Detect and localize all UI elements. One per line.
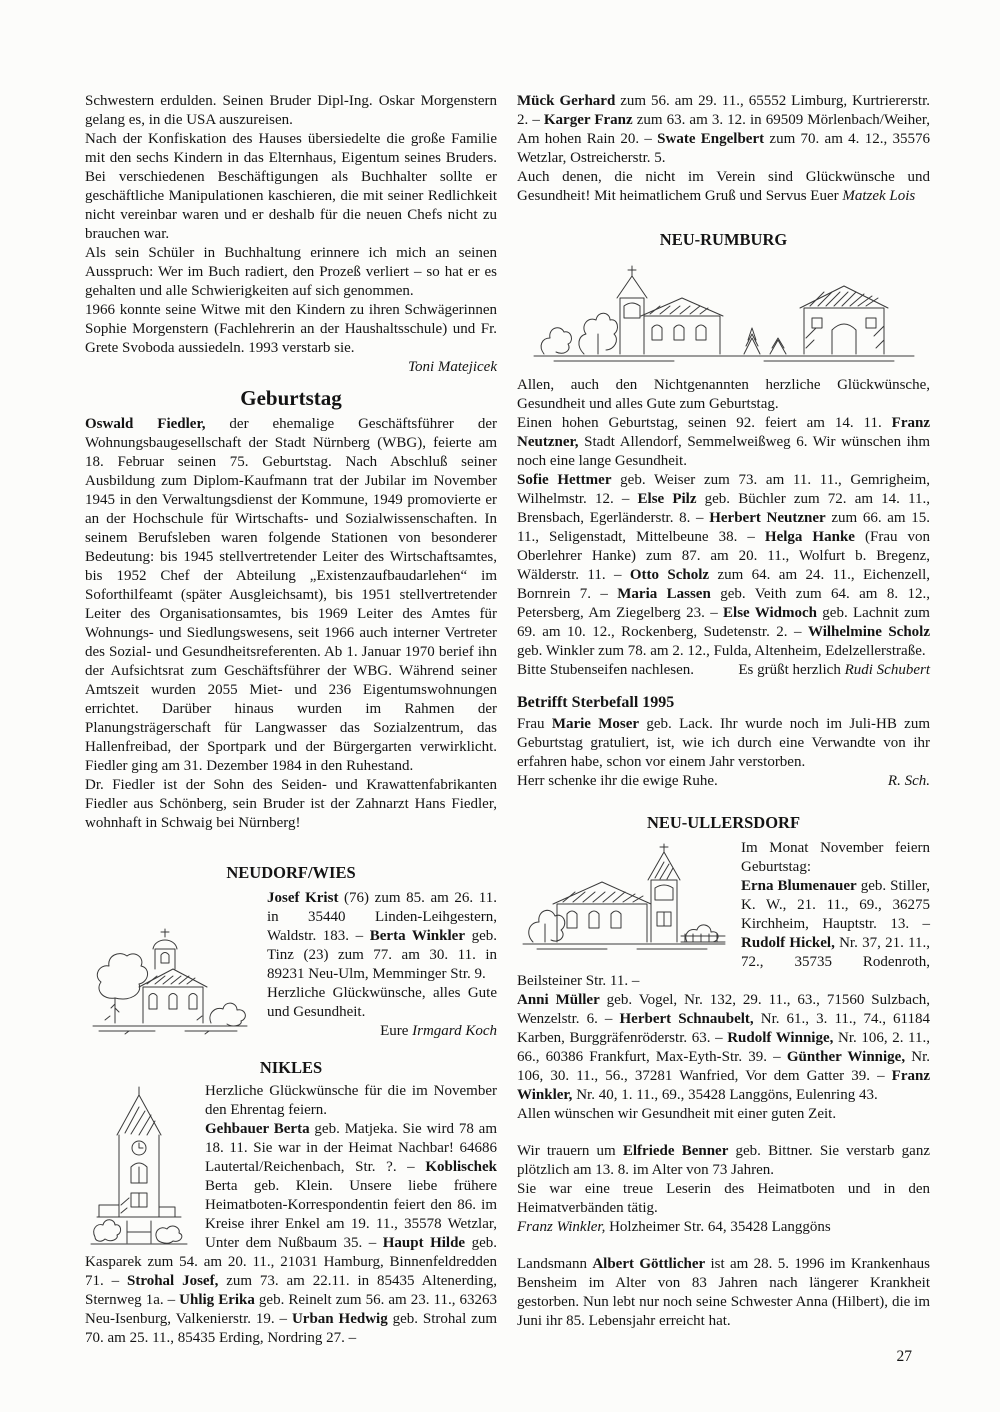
section-heading-neudorf-wies: NEUDORF/WIES bbox=[226, 863, 356, 882]
footer-note: Bitte Stubenseifen nachlesen. bbox=[517, 662, 695, 678]
signature-toni-matejicek: Toni Matejicek bbox=[407, 359, 497, 375]
nikles-section bbox=[85, 1082, 497, 1348]
fiedler-paragraph: Dr. Fiedler ist der Sohn des Seiden- und Krawattenfabrikanten Fiedler aus Schönberg, sein Bruder ist der Zahnarzt Hans Fiedler, wohnhaft in Schwaig bei Nürnberg! bbox=[85, 777, 497, 831]
footer-note: Herr schenke ihr die ewige Ruhe. bbox=[517, 773, 718, 789]
sterbefall-footer bbox=[517, 772, 930, 791]
neu-ullersdorf-intro: Im Monat November feiern Geburtstag: bbox=[741, 840, 930, 875]
left-column bbox=[85, 92, 497, 1348]
right-column bbox=[517, 92, 930, 1348]
page-number: 27 bbox=[896, 1348, 912, 1365]
nikles-church-tower-sketch bbox=[85, 1085, 193, 1247]
section-heading-nikles: NIKLES bbox=[259, 1058, 323, 1077]
neudorf-church-sketch bbox=[85, 892, 255, 1040]
section-heading-neu-rumburg: NEU-RUMBURG bbox=[659, 230, 788, 249]
neudorf-paragraph: Herzliche Glückwünsche, alles Gute und Gesundheit. bbox=[267, 985, 497, 1020]
obituary-benner-paragraph: Sie war eine treue Leserin des Heimatboten und in den Heimatverbänden tätig. bbox=[517, 1181, 930, 1216]
neu-ullersdorf-paragraph: Erna Blumenauer geb. Stiller, K. W., 21. 11., 69., 36275 Kirchheim, Hauptstr. 13. – Rudolf Hickel, Nr. 37, 21. 11., 72., 35735 Rodenroth, Beilsteiner Str. 11. – bbox=[517, 878, 930, 989]
morgenstern-paragraph: Schwestern erdulden. Seinen Bruder Dipl-Ing. Oskar Morgenstern gelang es, in die USA auszureisen. bbox=[85, 93, 497, 128]
section-heading-neu-ullersdorf: NEU-ULLERSDORF bbox=[646, 813, 801, 832]
wetzlar-paragraph: Mück Gerhard zum 56. am 29. 11., 65552 Limburg, Kurtriererstr. 2. – Karger Franz zum 63. am 3. 12. in 69509 Mörlenbach/Weiher, Am hohen Rain 20. – Swate Engelbert zum 70. am 4. 12., 35576 Wetzlar, Ostreicherstr. 5. bbox=[517, 93, 930, 166]
neu-rumburg-paragraph: Sofie Hettmer geb. Weiser zum 73. am 11. 11., Gemrigheim, Wilhelmstr. 12. – Else Pilz geb. Büchler zum 72. am 14. 11., Brensbach, Egerländerstr. 8. – Herbert Neutzner zum 66. am 15. 11., Seligenstadt, Mittelbeune 38. – Helga Hanke (Frau von Oberlehrer Hanke) zum 87. am 20. 11., Wolfurt b. Bregenz, Wälderstr. 11. – Otto Scholz zum 64. am 24. 11., Eichenzell, Bornrein 7. – Maria Lassen geb. Veith zum 64. am 8. 12., Petersberg, Am Ziegelberg 23. – Else Widmoch geb. Lachnit zum 69. am 10. 12., Rockenberg, Sudetenstr. 2. – Wilhelmine Scholz geb. Winkler zum 78. am 2. 12., Fulda, Altenheim, Edelzellerstraße. bbox=[517, 472, 931, 659]
nikles-paragraph: Gehbauer Berta geb. Matjeka. Sie wird 78 am 18. 11. Sie war in der Heimat Nachbar! 64686 Lautertal/Reichenbach, Str. ?. – Koblischek Berta geb. Klein. Unsere liebe frühere Heimatboten-Korrespondentin feiert den 86. im Kreise ihrer Enkel am 19. 11., 35578 Wetzlar, Unter dem Nußbaum 35. – Haupt Hilde geb. Kasparek zum 54. am 20. 11., 21031 Hamburg, Binnenfeldredden 71. – Strohal Josef, zum 73. am 22.11. in 85435 Altenerding, Sternweg 1a. – Uhlig Erika geb. Reinelt zum 56. am 23. 11., 63263 Neu-Isenburg, Valkenierstr. 19. – Urban Hedwig geb. Strohal zum 70. am 25. 11., 85435 Erding, Nordring 27. – bbox=[85, 1121, 497, 1346]
heading-geburtstag: Geburtstag bbox=[240, 386, 342, 410]
morgenstern-paragraph: 1966 konnte seine Witwe mit den Kindern zu ihren Schwägerinnen Sophie Morgenstern (Fachlehrerin an der Haushaltsschule) und Fr. Grete Svoboda aussiedeln. 1993 verstarb sie. bbox=[85, 302, 497, 356]
fiedler-paragraph: Oswald Fiedler, der ehemalige Geschäftsführer der Wohnungsbaugesellschaft der Stadt Nürnberg (WBG), feierte am 18. Februar seinen 75. Geburtstag. Nach Abschluß seiner Ausbildung zum Diplom-Kaufmann trat der Jubilar im November 1945 in den Verwaltungsdienst der Kommune, 1949 promovierte er an der Hochschule für Wirtschafts- und Sozialwissenschaften. In seinem Berufsleben waren folgende Stationen von besonderer Bedeutung: bis 1945 stellvertretender Leiter des Wirtschaftsamtes, bis 1952 Chef der Abteilung „Existenzaufbaudarlehen“ im Soforthilfeamt (später Ausgleichsamt), bis 1951 stellvertretender Leiter des Organisationsamtes, bis 1969 Leiter des Amtes für Wohnungs- und Siedlungswesens, seit 1966 auch interner Vertreter des Sozial- und Gesundheitsreferenten. Ab 1. Januar 1970 berief ihn der Aufsichtsrat zum Geschäftsführer der WBG. Während seiner Amtszeit wurden 2055 Miet- und 236 Eigentumswohnungen errichtet. Darüber hinaus wurden im Rahmen der Planungsträgerschaft für Langwasser das Sozialzentrum, das Hallenfreibad, der Sportpark und der Bürgergarten verwirklicht. Fiedler ging am 31. Dezember 1984 in den Ruhestand. bbox=[85, 416, 497, 774]
signature-r-sch: R. Sch. bbox=[887, 773, 930, 789]
signature-rudi-schubert: Es grüßt herzlich Rudi Schubert bbox=[738, 662, 930, 678]
neu-rumburg-church-sketch bbox=[524, 258, 924, 366]
neu-rumburg-paragraph: Allen, auch den Nichtgenannten herzliche Glückwünsche, Gesundheit und alles Gute zum Geburtstag. bbox=[517, 377, 930, 412]
neu-rumburg-paragraph: Einen hohen Geburtstag, seinen 92. feiert am 14. 11. Franz Neutzner, Stadt Allendorf, Semmelweißweg 6. Wir wünschen ihm noch eine lange Gesundheit. bbox=[517, 415, 930, 469]
neudorf-paragraph: Josef Krist (76) zum 85. am 26. 11. in 35440 Linden-Leihgestern, Waldstr. 183. – Berta Winkler geb. Tinz (23) zum 77. am 30. 11. in 89231 Neu-Ulm, Memminger Str. 9. bbox=[267, 890, 497, 982]
neudorf-section bbox=[85, 889, 497, 1042]
neu-ullersdorf-paragraph: Anni Müller geb. Vogel, Nr. 132, 29. 11., 63., 71560 Sulzbach, Wenzelstr. 6. – Herbert Schnaubelt, Nr. 61., 3. 11., 74., 61184 Karben, Burggräfenröderstr. 63. – Rudolf Winnige, Nr. 106, 2. 11., 66., 60386 Frankfurt, Max-Eyth-Str. 39. – Günther Winnige, Nr. 106, 30. 11., 56., 37281 Wanfried, Vor dem Gatter 39. – Franz Winkler, Nr. 40, 1. 11., 69., 35428 Langgöns, Eulenring 43. bbox=[517, 992, 930, 1103]
neu-ullersdorf-section bbox=[517, 839, 930, 991]
neu-ullersdorf-church-sketch bbox=[517, 842, 729, 956]
wetzlar-paragraph: Auch denen, die nicht im Verein sind Glückwünsche und Gesundheit! Mit heimatlichem Gruß und Servus Euer Matzek Lois bbox=[517, 169, 930, 204]
morgenstern-paragraph: Als sein Schüler in Buchhaltung erinnere ich mich an seinen Ausspruch: Wer im Buch radiert, den Prozeß verliert – so hat er es gehalten und alle Schwierigkeiten auf sich genommen. bbox=[85, 245, 497, 299]
neu-ullersdorf-paragraph: Allen wünschen wir Gesundheit mit einer guten Zeit. bbox=[517, 1106, 837, 1122]
morgenstern-paragraph: Nach der Konfiskation des Hauses übersiedelte die große Familie mit den sechs Kindern in das Elternhaus, Eigentum seines Bruders. Bei verschiedenen Beschäftigungen als Buchhalter sollte er geschäftliche Manipulationen kaschieren, die mit seiner Redlichkeit nicht vereinbar waren und er deshalb für die neuen Chefs nicht zu brauchen war. bbox=[85, 131, 497, 242]
heading-sterbefall-1995: Betrifft Sterbefall 1995 bbox=[517, 694, 675, 711]
obituary-goettlicher-paragraph: Landsmann Albert Göttlicher ist am 28. 5. 1996 im Krankenhaus Bensheim im Alter von 83 Jahren nach längerer Krankheit gestorben. Nun lebt nur noch seine Schwester Anna (Hilbert), die im Juni ihr 85. Lebensjahr erreicht hat. bbox=[517, 1256, 930, 1329]
signature-irmgard-koch: Eure Irmgard Koch bbox=[380, 1023, 497, 1039]
obituary-benner-paragraph: Wir trauern um Elfriede Benner geb. Bittner. Sie verstarb ganz plötzlich am 13. 8. im Alter von 73 Jahren. bbox=[517, 1143, 930, 1178]
neu-rumburg-footer bbox=[517, 661, 930, 680]
two-column-layout bbox=[85, 92, 930, 1348]
nikles-paragraph: Herzliche Glückwünsche für die im November den Ehrentag feiern. bbox=[205, 1083, 497, 1118]
contact-franz-winkler: Franz Winkler, Holzheimer Str. 64, 35428 Langgöns bbox=[517, 1219, 831, 1235]
sterbefall-paragraph: Frau Marie Moser geb. Lack. Ihr wurde noch im Juli-HB zum Geburtstag gratuliert, ist, wie ich durch eine Verwandte von ihr erfahren habe, schon vor einem Jahr verstorben. bbox=[517, 716, 930, 770]
